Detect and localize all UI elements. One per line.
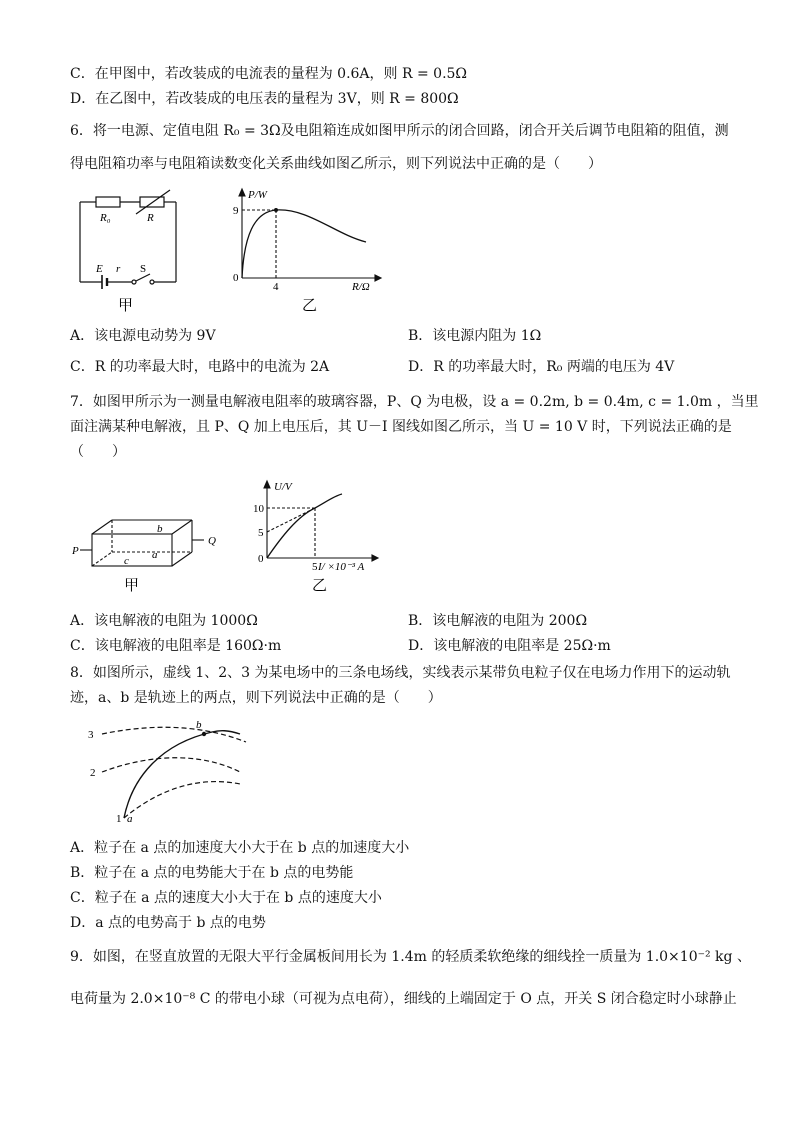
q8-label-b: b [196, 719, 202, 731]
q6-label-s: S [140, 263, 147, 275]
q7-stem-line2: 面注满某种电解液，且 P、Q 加上电压后，其 U－I 图线如图乙所示，当 U = 10 V 时，下列说法正确的是 [70, 419, 732, 435]
q7-label-p: P [72, 545, 79, 557]
q7-graph-ylabel: U/V [274, 481, 292, 493]
q6-label-r: R [147, 212, 154, 224]
q8-field-line-2 [102, 758, 240, 772]
q6-graph-ytick: 9 [233, 205, 239, 217]
q8-label-2: 2 [90, 767, 96, 779]
q6-option-c: C．R 的功率最大时，电路中的电流为 2A [70, 359, 330, 375]
q8-label-1: 1 [116, 813, 122, 825]
q8-field-line-3 [102, 727, 246, 742]
q7-label-c: c [124, 555, 129, 567]
q9-stem-line2: 电荷量为 2.0×10⁻⁸ C 的带电小球（可视为点电荷），细线的上端固定于 O 点，开关 S 闭合稳定时小球静止 [70, 991, 737, 1007]
q6-label-r-internal: r [116, 263, 121, 275]
q6-graph-origin: 0 [233, 272, 239, 284]
q6-graph-xlabel: R/Ω [352, 281, 370, 293]
q6-caption-jia: 甲 [118, 296, 134, 314]
q6-option-b: B．该电源内阻为 1Ω [408, 328, 542, 344]
q9-stem-line1: 9．如图，在竖直放置的无限大平行金属板间用长为 1.4m 的轻质柔软绝缘的细线拴一质量为 1.0×10⁻² kg 、 [70, 949, 751, 965]
q7-label-b: b [157, 523, 163, 535]
q7-label-a: a [152, 549, 158, 561]
q7-container-box [80, 520, 204, 566]
q7-figure [70, 474, 400, 600]
q7-graph-xlabel: I/ ×10⁻³ A [318, 561, 365, 573]
q8-stem-line1: 8．如图所示，虚线 1、2、3 为某电场中的三条电场线，实线表示某带负电粒子仅在电场力作用下的运动轨 [70, 665, 731, 681]
q7-graph-origin: 0 [258, 553, 264, 565]
q7-ui-graph [264, 481, 378, 561]
q6-figure [70, 186, 400, 314]
q8-trajectory [124, 731, 240, 818]
q5-option-d: D．在乙图中，若改装成的电压表的量程为 3V，则 R = 800Ω [70, 91, 459, 107]
q6-stem-line2: 得电阻箱功率与电阻箱读数变化关系曲线如图乙所示，则下列说法中正确的是（ ） [70, 156, 602, 172]
q7-caption-jia: 甲 [124, 576, 140, 594]
q6-option-a: A．该电源电动势为 9V [70, 328, 216, 344]
q6-power-graph [239, 189, 381, 281]
q7-graph-xtick: 5 [312, 561, 318, 573]
q7-graph-ytick-5: 5 [258, 527, 264, 539]
q7-option-d: D．该电解液的电阻率是 25Ω·m [408, 638, 611, 654]
q5-option-c: C．在甲图中，若改装成的电流表的量程为 0.6A，则 R = 0.5Ω [70, 66, 468, 82]
q8-label-a: a [127, 813, 133, 825]
q7-option-a: A．该电解液的电阻为 1000Ω [70, 613, 258, 629]
q7-label-q: Q [208, 535, 216, 547]
q8-option-b: B．粒子在 a 点的电势能大于在 b 点的电势能 [70, 865, 354, 881]
q6-label-e: E [96, 263, 103, 275]
q6-graph-ylabel: P/W [248, 189, 267, 201]
q6-caption-yi: 乙 [302, 296, 318, 314]
q7-stem-line3: （ ） [70, 444, 126, 460]
q6-circuit-diagram [80, 190, 176, 289]
q7-option-c: C．该电解液的电阻率是 160Ω·m [70, 638, 282, 654]
q6-graph-xtick: 4 [273, 281, 279, 293]
q8-stem-line2: 迹，a、b 是轨迹上的两点，则下列说法中正确的是（ ） [70, 690, 442, 706]
q8-point-b [202, 732, 206, 736]
q6-stem-line1: 6．将一电源、定值电阻 R₀ = 3Ω及电阻箱连成如图甲所示的闭合回路，闭合开关后调节电阻箱的阻值，测 [70, 123, 729, 139]
q7-stem-line1: 7．如图甲所示为一测量电解液电阻率的玻璃容器，P、Q 为电极，设 a = 0.2m, b = 0.4m, c = 1.0m ，当里 [70, 394, 759, 410]
q8-option-d: D．a 点的电势高于 b 点的电势 [70, 915, 266, 931]
q6-peak-point [274, 208, 278, 212]
q6-option-d: D．R 的功率最大时，R₀ 两端的电压为 4V [408, 359, 675, 375]
q8-option-c: C．粒子在 a 点的速度大小大于在 b 点的速度大小 [70, 890, 382, 906]
q7-option-b: B．该电解液的电阻为 200Ω [408, 613, 588, 629]
q8-option-a: A．粒子在 a 点的加速度大小大于在 b 点的加速度大小 [70, 840, 410, 856]
q6-label-r0: R₀ [100, 212, 111, 224]
q8-label-3: 3 [88, 729, 94, 741]
q8-field-figure [80, 718, 250, 830]
q7-caption-yi: 乙 [312, 576, 328, 594]
q8-field-line-1 [124, 782, 240, 818]
q7-graph-ytick-10: 10 [253, 503, 264, 515]
